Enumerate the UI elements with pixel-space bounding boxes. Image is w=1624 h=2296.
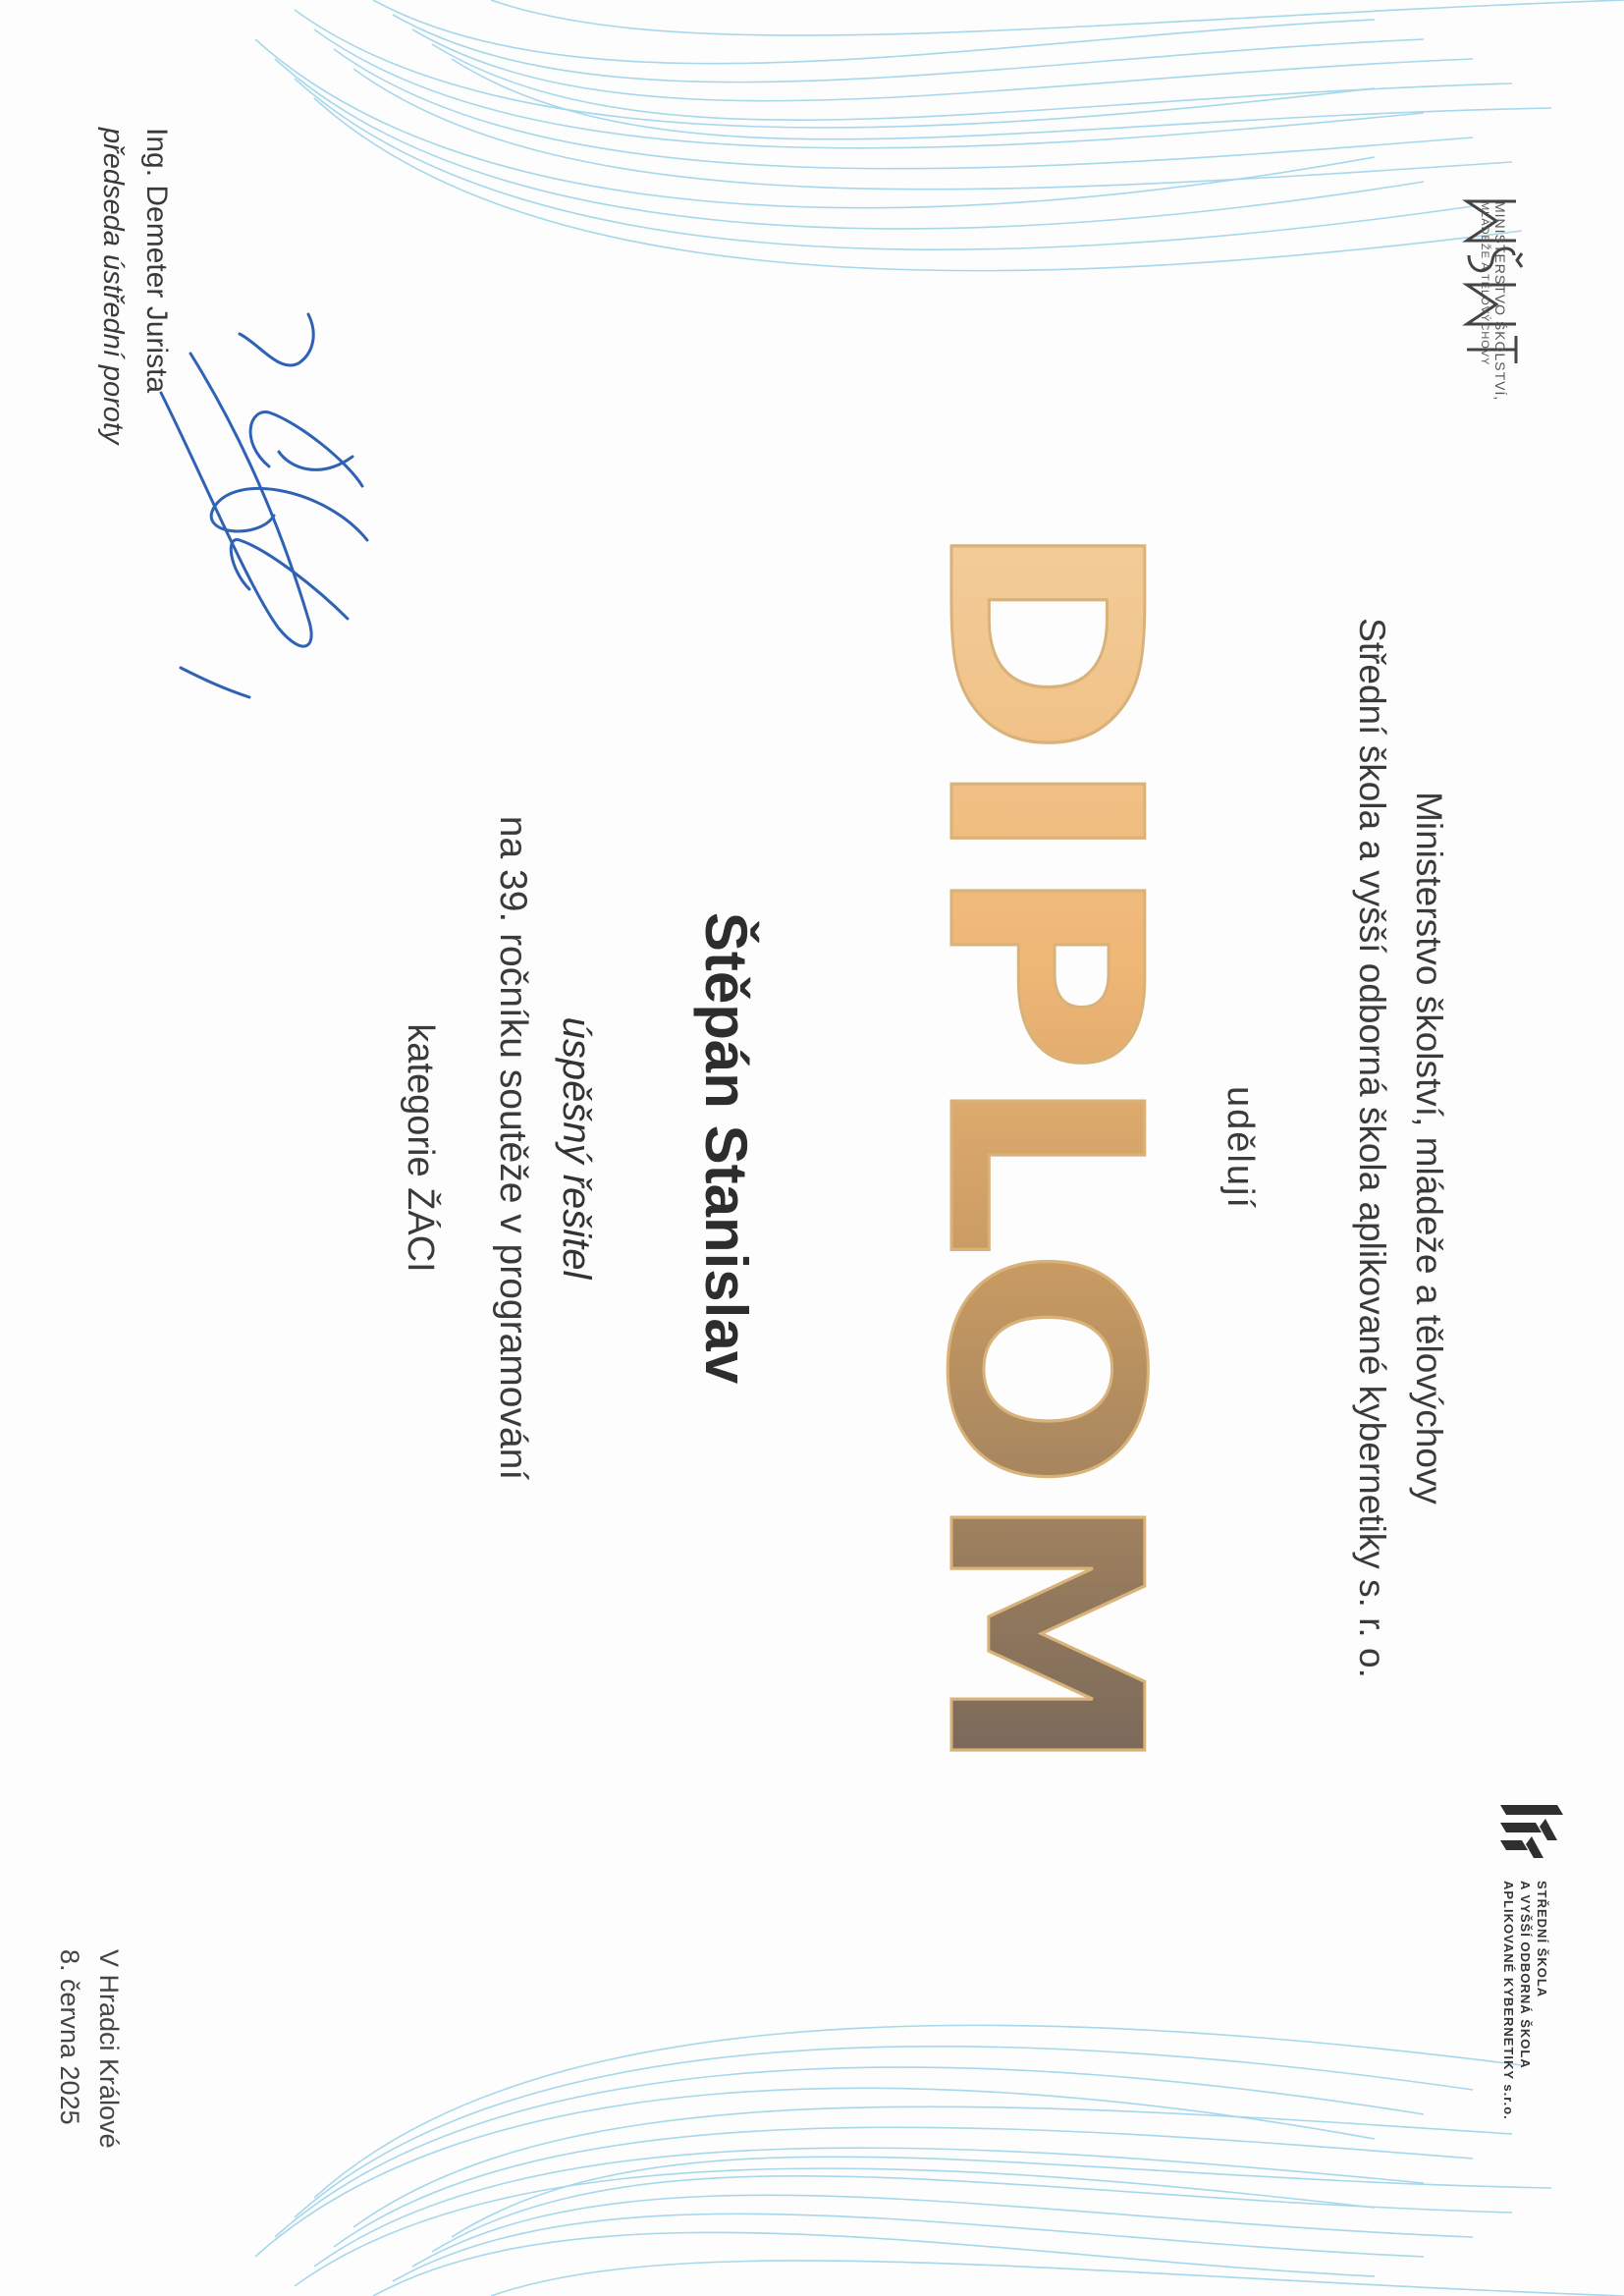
school-logo-line1: STŘEDNÍ ŠKOLA bbox=[1535, 1881, 1549, 1998]
signature bbox=[141, 295, 387, 707]
ministry-logo-line2: MLÁDEŽE A TĚLOVÝCHOVY bbox=[1479, 201, 1490, 366]
diploma-title bbox=[889, 510, 1198, 1786]
school-logo bbox=[1496, 1797, 1567, 1876]
issue-place: V Hradci Králové bbox=[94, 1949, 124, 2149]
achievement: úspěšný řešitel bbox=[555, 1016, 598, 1280]
issuer-ministry: Ministerstvo školství, mládeže a tělovýchovy bbox=[1409, 792, 1449, 1504]
issuer-school: Střední škola a vyšší odborná škola aplikované kybernetiky s. r. o. bbox=[1352, 618, 1392, 1678]
school-logo-line3: APLIKOVANÉ KYBERNETIKY s.r.o. bbox=[1501, 1881, 1516, 2120]
signatory-name: Ing. Demeter Jurista bbox=[140, 128, 173, 394]
school-logo-line2: A VYŠŠÍ ODBORNÁ ŠKOLA bbox=[1518, 1881, 1533, 2069]
diploma-title-text: DIPLOM bbox=[889, 519, 1198, 1682]
recipient-name: Štěpán Stanislav bbox=[693, 911, 759, 1385]
ministry-logo-line1: MINISTERSTVO ŠKOLSTVÍ, bbox=[1492, 201, 1508, 402]
signatory-role: předseda ústřední poroty bbox=[97, 128, 129, 445]
awards-verb: udělují bbox=[1219, 1086, 1261, 1210]
category: kategorie ŽÁCI bbox=[400, 1023, 441, 1273]
event-description: na 39. ročníku soutěže v programování bbox=[492, 815, 534, 1481]
issue-date: 8. června 2025 bbox=[55, 1949, 84, 2125]
